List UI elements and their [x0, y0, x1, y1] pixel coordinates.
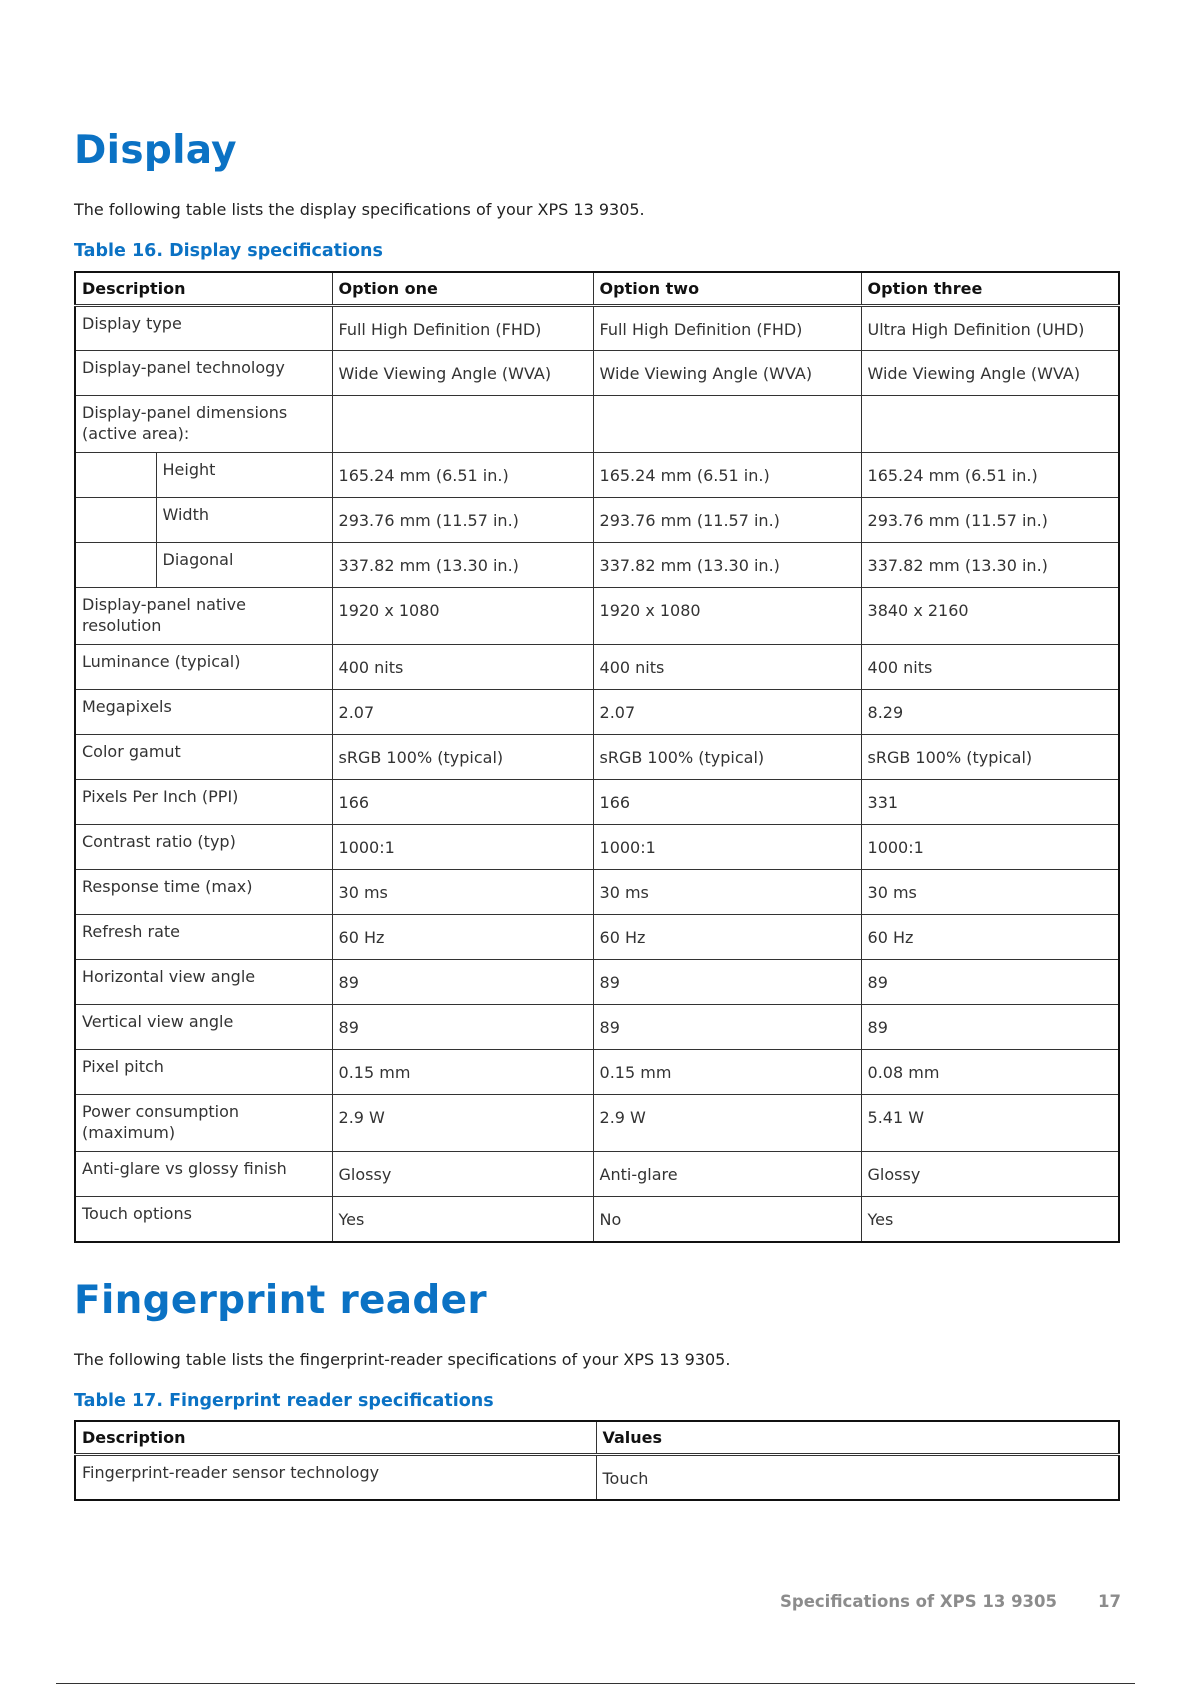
row-value: 0.15 mm [593, 1050, 861, 1095]
row-value: 400 nits [332, 645, 593, 690]
row-value: Glossy [332, 1152, 593, 1197]
row-value: No [593, 1197, 861, 1242]
table-row [75, 396, 1119, 453]
table-row [75, 1005, 1119, 1050]
fingerprint-intro: The following table lists the fingerprint-reader specifications of your XPS 13 9305. [74, 1350, 731, 1369]
table-row [75, 453, 1119, 498]
row-label: Contrast ratio (typ) [75, 825, 332, 870]
row-value: 60 Hz [861, 915, 1119, 960]
row-label: Luminance (typical) [75, 645, 332, 690]
table-header-row [75, 1421, 1119, 1455]
indent-cell [75, 543, 156, 588]
fingerprint-table-caption: Table 17. Fingerprint reader specifications [74, 1391, 494, 1411]
row-value: 166 [593, 780, 861, 825]
table-row [75, 645, 1119, 690]
column-header-option-three: Option three [861, 272, 1119, 306]
row-label: Anti-glare vs glossy finish [75, 1152, 332, 1197]
table-row [75, 1050, 1119, 1095]
row-value: 89 [332, 960, 593, 1005]
row-value: Yes [332, 1197, 593, 1242]
display-spec-table [74, 271, 1120, 1243]
row-value: 89 [593, 960, 861, 1005]
row-label: Refresh rate [75, 915, 332, 960]
row-label: Diagonal [156, 543, 332, 588]
row-value: 293.76 mm (11.57 in.) [332, 498, 593, 543]
row-value: 165.24 mm (6.51 in.) [593, 453, 861, 498]
row-value: Full High Definition (FHD) [332, 306, 593, 351]
row-value: Anti-glare [593, 1152, 861, 1197]
column-header-option-one: Option one [332, 272, 593, 306]
row-label: Height [156, 453, 332, 498]
table-row [75, 543, 1119, 588]
row-value: 1920 x 1080 [593, 588, 861, 645]
table-row [75, 825, 1119, 870]
table-row [75, 915, 1119, 960]
row-value: 165.24 mm (6.51 in.) [332, 453, 593, 498]
table-row [75, 960, 1119, 1005]
display-heading: Display [74, 128, 237, 173]
fingerprint-heading: Fingerprint reader [74, 1278, 487, 1323]
page-number: 17 [1098, 1592, 1121, 1611]
table-row [75, 588, 1119, 645]
column-header-description: Description [75, 272, 332, 306]
table-header-row [75, 272, 1119, 306]
table-row [75, 1152, 1119, 1197]
row-value: sRGB 100% (typical) [861, 735, 1119, 780]
row-label: Power consumption (maximum) [75, 1095, 332, 1152]
row-value: 8.29 [861, 690, 1119, 735]
row-value: Touch [596, 1455, 1119, 1500]
row-value: 331 [861, 780, 1119, 825]
row-label: Megapixels [75, 690, 332, 735]
row-value: 293.76 mm (11.57 in.) [593, 498, 861, 543]
row-value: Yes [861, 1197, 1119, 1242]
row-value: Full High Definition (FHD) [593, 306, 861, 351]
row-label: Width [156, 498, 332, 543]
row-label: Display-panel native resolution [75, 588, 332, 645]
row-value: 165.24 mm (6.51 in.) [861, 453, 1119, 498]
row-value: 400 nits [861, 645, 1119, 690]
row-value: 400 nits [593, 645, 861, 690]
indent-cell [75, 453, 156, 498]
table-row [75, 1455, 1119, 1500]
row-label: Color gamut [75, 735, 332, 780]
row-value: 293.76 mm (11.57 in.) [861, 498, 1119, 543]
row-label: Touch options [75, 1197, 332, 1242]
footer-section-title: Specifications of XPS 13 9305 [780, 1592, 1057, 1611]
row-value: 30 ms [861, 870, 1119, 915]
table-row [75, 1197, 1119, 1242]
row-value: 89 [861, 1005, 1119, 1050]
row-value: Ultra High Definition (UHD) [861, 306, 1119, 351]
row-value: 337.82 mm (13.30 in.) [861, 543, 1119, 588]
row-label: Pixel pitch [75, 1050, 332, 1095]
row-value: 5.41 W [861, 1095, 1119, 1152]
row-value: Glossy [861, 1152, 1119, 1197]
display-table-caption: Table 16. Display specifications [74, 241, 383, 261]
row-value: 30 ms [593, 870, 861, 915]
row-value: 337.82 mm (13.30 in.) [332, 543, 593, 588]
row-value: 0.15 mm [332, 1050, 593, 1095]
row-value [861, 396, 1119, 453]
row-label: Display-panel technology [75, 351, 332, 396]
row-value: sRGB 100% (typical) [593, 735, 861, 780]
row-label: Pixels Per Inch (PPI) [75, 780, 332, 825]
row-label: Response time (max) [75, 870, 332, 915]
column-header-description: Description [75, 1421, 596, 1455]
table-row [75, 498, 1119, 543]
row-value [593, 396, 861, 453]
table-row [75, 351, 1119, 396]
row-value: Wide Viewing Angle (WVA) [861, 351, 1119, 396]
row-value: 89 [332, 1005, 593, 1050]
table-row [75, 735, 1119, 780]
row-value: 1000:1 [593, 825, 861, 870]
row-value: 89 [593, 1005, 861, 1050]
row-value: 60 Hz [332, 915, 593, 960]
column-header-values: Values [596, 1421, 1119, 1455]
row-value: 1920 x 1080 [332, 588, 593, 645]
fingerprint-spec-table [74, 1420, 1120, 1501]
row-value: 2.9 W [593, 1095, 861, 1152]
row-label: Horizontal view angle [75, 960, 332, 1005]
row-value: 337.82 mm (13.30 in.) [593, 543, 861, 588]
table-row [75, 306, 1119, 351]
row-value: 3840 x 2160 [861, 588, 1119, 645]
row-value: 1000:1 [861, 825, 1119, 870]
row-value: 0.08 mm [861, 1050, 1119, 1095]
row-value: 1000:1 [332, 825, 593, 870]
row-label: Fingerprint-reader sensor technology [75, 1455, 596, 1500]
display-intro: The following table lists the display specifications of your XPS 13 9305. [74, 200, 645, 219]
row-label: Display type [75, 306, 332, 351]
row-value: 89 [861, 960, 1119, 1005]
row-value [332, 396, 593, 453]
table-row [75, 1095, 1119, 1152]
table-row [75, 870, 1119, 915]
row-value: 60 Hz [593, 915, 861, 960]
row-value: 2.9 W [332, 1095, 593, 1152]
table-row [75, 690, 1119, 735]
table-row [75, 780, 1119, 825]
row-value: Wide Viewing Angle (WVA) [332, 351, 593, 396]
row-value: 30 ms [332, 870, 593, 915]
row-value: sRGB 100% (typical) [332, 735, 593, 780]
row-value: 166 [332, 780, 593, 825]
row-value: Wide Viewing Angle (WVA) [593, 351, 861, 396]
row-value: 2.07 [332, 690, 593, 735]
row-label: Vertical view angle [75, 1005, 332, 1050]
column-header-option-two: Option two [593, 272, 861, 306]
row-label: Display-panel dimensions (active area): [75, 396, 332, 453]
row-value: 2.07 [593, 690, 861, 735]
indent-cell [75, 498, 156, 543]
